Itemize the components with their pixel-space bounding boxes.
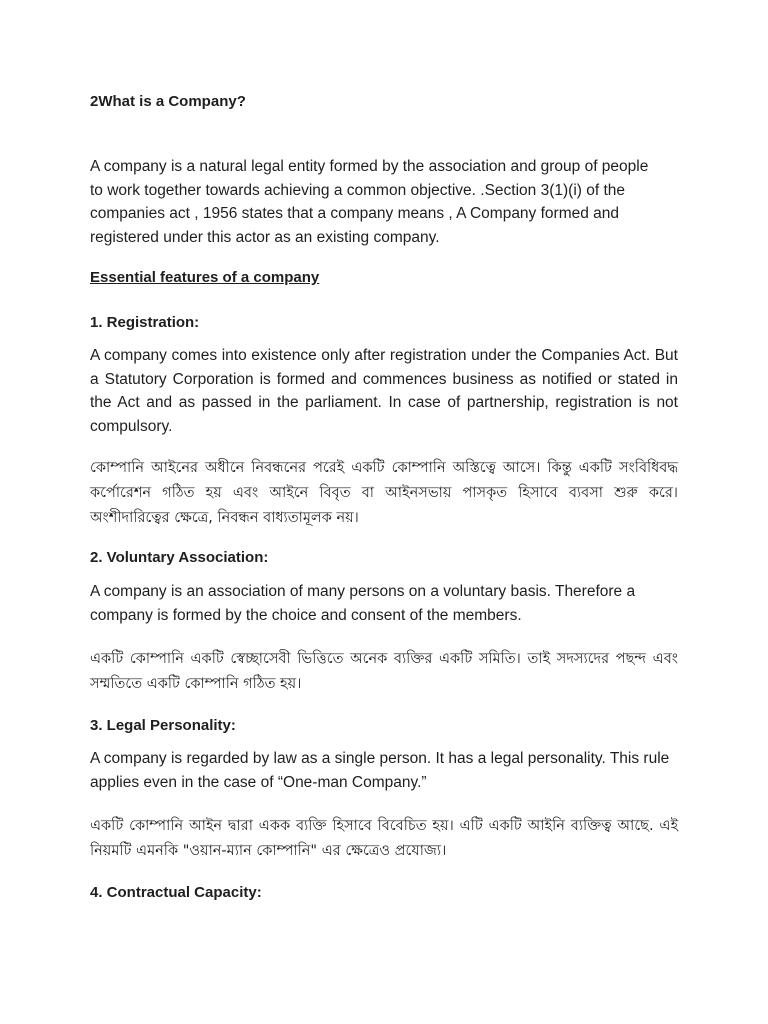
section-bengali-legal-personality: একটি কোম্পানি আইন দ্বারা একক ব্যক্তি হিসাবে বিবেচিত হয়। এটি একটি আইনি ব্যক্তিত্ব আছে. এই নিয়মটি এমনকি "ওয়ান-ম্যান কোম্পানি" এর ক্ষেত্রেও প্রযোজ্য। [90, 818, 678, 859]
section-english-registration: A company comes into existence only after registration under the Companies Act. But a Statutory Corporation is formed and commences business as notified or stated in the Act and as passed in the parliament. In case of partnership, registration is not compulsory. [90, 347, 678, 435]
section-english-voluntary-association: A company is an association of many persons on a voluntary basis. Therefore a company is formed by the choice and consent of the members. [90, 583, 636, 624]
section-heading-legal-personality: 3. Legal Personality: [90, 717, 236, 734]
section-heading-voluntary-association: 2. Voluntary Association: [90, 549, 269, 566]
features-heading: Essential features of a company [90, 269, 320, 286]
intro-paragraph: A company is a natural legal entity formed by the association and group of people to work together towards achieving a common objective. .Section 3(1)(i) of the companies act , 1956 states that a company means , A Company formed and registered under this actor as an existing company. [90, 158, 649, 246]
section-heading-contractual-capacity: 4. Contractual Capacity: [90, 884, 262, 901]
section-bengali-voluntary-association: একটি কোম্পানি একটি স্বেচ্ছাসেবী ভিত্তিতে অনেক ব্যক্তির একটি সমিতি। তাই সদস্যদের পছন্দ এবং সম্মতিতে একটি কোম্পানি গঠিত হয়। [90, 651, 678, 692]
section-english-legal-personality: A company is regarded by law as a single person. It has a legal personality. This rule applies even in the case of “One-man Company.” [90, 750, 670, 791]
section-bengali-registration: কোম্পানি আইনের অধীনে নিবন্ধনের পরেই একটি কোম্পানি অস্তিত্বে আসে। কিন্তু একটি সংবিধিবদ্ধ কর্পোরেশন গঠিত হয় এবং আইনে বিবৃত বা আইনসভায় পাসকৃত হিসাবে ব্যবসা শুরু করে। অংশীদারিত্বের ক্ষেত্রে, নিবন্ধন বাধ্যতামূলক নয়। [90, 460, 678, 526]
section-heading-registration: 1. Registration: [90, 314, 200, 331]
document-title: 2What is a Company? [90, 93, 246, 110]
